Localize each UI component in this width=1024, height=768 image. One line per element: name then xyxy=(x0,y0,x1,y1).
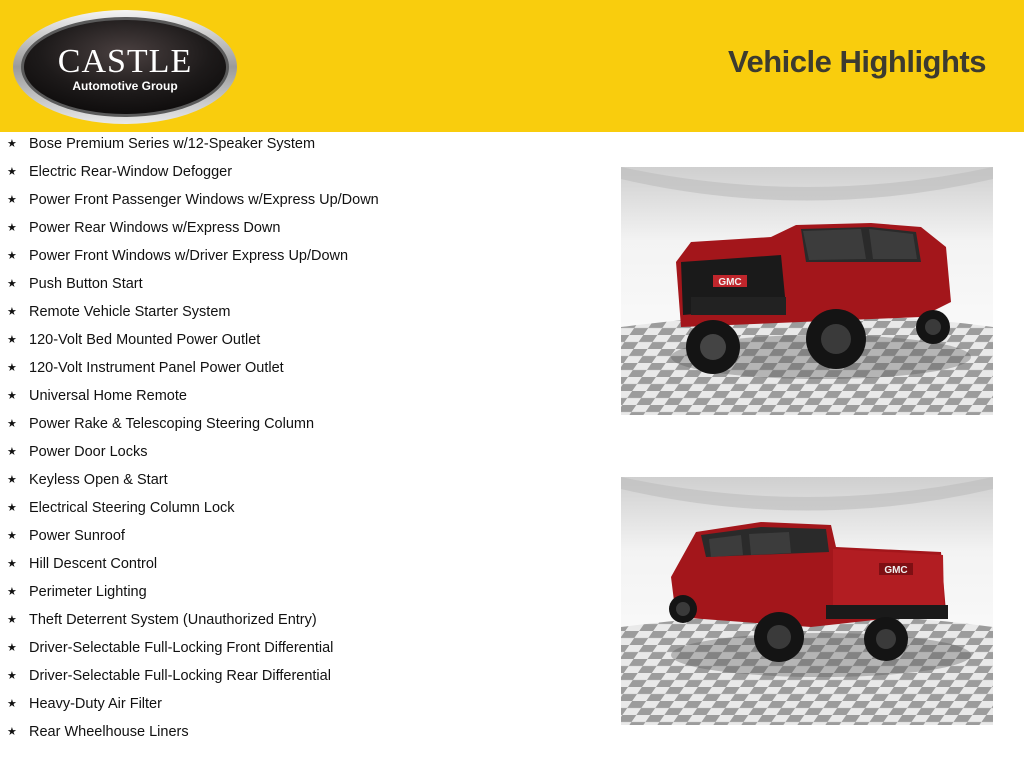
star-bullet-icon: ★ xyxy=(7,642,17,654)
star-bullet-icon: ★ xyxy=(7,502,17,514)
star-bullet-icon: ★ xyxy=(7,250,17,262)
feature-label: Power Rake & Telescoping Steering Column xyxy=(29,416,315,432)
logo-wordmark: CASTLE xyxy=(57,43,193,80)
star-bullet-icon: ★ xyxy=(7,278,17,290)
star-bullet-icon: ★ xyxy=(7,614,17,626)
feature-label: Remote Vehicle Starter System xyxy=(29,304,231,320)
feature-label: 120-Volt Instrument Panel Power Outlet xyxy=(29,360,284,376)
feature-item xyxy=(0,438,600,466)
star-bullet-icon: ★ xyxy=(7,698,17,710)
feature-label: Push Button Start xyxy=(29,276,143,292)
truck-rear-photo xyxy=(621,477,993,725)
star-bullet-icon: ★ xyxy=(7,222,17,234)
star-bullet-icon: ★ xyxy=(7,306,17,318)
feature-list xyxy=(0,130,600,746)
feature-item xyxy=(0,718,600,746)
svg-text:GMC: GMC xyxy=(884,565,908,576)
star-bullet-icon: ★ xyxy=(7,586,17,598)
page-title: Vehicle Highlights xyxy=(728,44,986,79)
star-bullet-icon: ★ xyxy=(7,670,17,682)
feature-label: Hill Descent Control xyxy=(29,556,158,572)
header-banner xyxy=(0,0,1024,132)
feature-item xyxy=(0,662,600,690)
star-bullet-icon: ★ xyxy=(7,446,17,458)
feature-item xyxy=(0,186,600,214)
feature-item xyxy=(0,522,600,550)
star-bullet-icon: ★ xyxy=(7,558,17,570)
feature-label: Power Door Locks xyxy=(29,444,148,460)
feature-label: Heavy-Duty Air Filter xyxy=(29,696,162,712)
feature-item xyxy=(0,298,600,326)
star-bullet-icon: ★ xyxy=(7,194,17,206)
feature-label: Driver-Selectable Full-Locking Front Differential xyxy=(29,640,334,656)
feature-item xyxy=(0,606,600,634)
feature-label: Electric Rear-Window Defogger xyxy=(29,164,233,180)
castle-logo xyxy=(12,8,238,126)
feature-item xyxy=(0,382,600,410)
star-bullet-icon: ★ xyxy=(7,390,17,402)
feature-label: Power Front Windows w/Driver Express Up/Down xyxy=(29,248,349,264)
feature-item xyxy=(0,130,600,158)
feature-label: Rear Wheelhouse Liners xyxy=(29,724,189,740)
tailgate-badge xyxy=(879,563,913,576)
svg-text:GMC: GMC xyxy=(718,277,742,288)
feature-item xyxy=(0,550,600,578)
feature-label: 120-Volt Bed Mounted Power Outlet xyxy=(29,332,261,348)
feature-label: Driver-Selectable Full-Locking Rear Differential xyxy=(29,668,331,684)
feature-item xyxy=(0,494,600,522)
logo-subtitle: Automotive Group xyxy=(72,79,178,93)
star-bullet-icon: ★ xyxy=(7,418,17,430)
feature-item xyxy=(0,354,600,382)
feature-label: Theft Deterrent System (Unauthorized Entry) xyxy=(29,612,317,628)
feature-label: Universal Home Remote xyxy=(29,388,187,404)
feature-item xyxy=(0,578,600,606)
feature-item xyxy=(0,410,600,438)
feature-label: Electrical Steering Column Lock xyxy=(29,500,235,516)
feature-item xyxy=(0,466,600,494)
feature-item xyxy=(0,270,600,298)
feature-item xyxy=(0,326,600,354)
feature-item xyxy=(0,242,600,270)
feature-item xyxy=(0,634,600,662)
feature-label: Perimeter Lighting xyxy=(29,584,147,600)
feature-item xyxy=(0,158,600,186)
feature-item xyxy=(0,690,600,718)
feature-label: Power Sunroof xyxy=(29,528,125,544)
feature-label: Power Front Passenger Windows w/Express Up/Down xyxy=(29,192,379,208)
feature-item xyxy=(0,214,600,242)
star-bullet-icon: ★ xyxy=(7,474,17,486)
star-bullet-icon: ★ xyxy=(7,166,17,178)
truck-front-photo xyxy=(621,167,993,415)
star-bullet-icon: ★ xyxy=(7,530,17,542)
feature-label: Keyless Open & Start xyxy=(29,472,168,488)
feature-label: Power Rear Windows w/Express Down xyxy=(29,220,281,236)
star-bullet-icon: ★ xyxy=(7,726,17,738)
star-bullet-icon: ★ xyxy=(7,362,17,374)
star-bullet-icon: ★ xyxy=(7,138,17,150)
grille-badge xyxy=(713,275,747,288)
feature-label: Bose Premium Series w/12-Speaker System xyxy=(29,136,316,152)
star-bullet-icon: ★ xyxy=(7,334,17,346)
